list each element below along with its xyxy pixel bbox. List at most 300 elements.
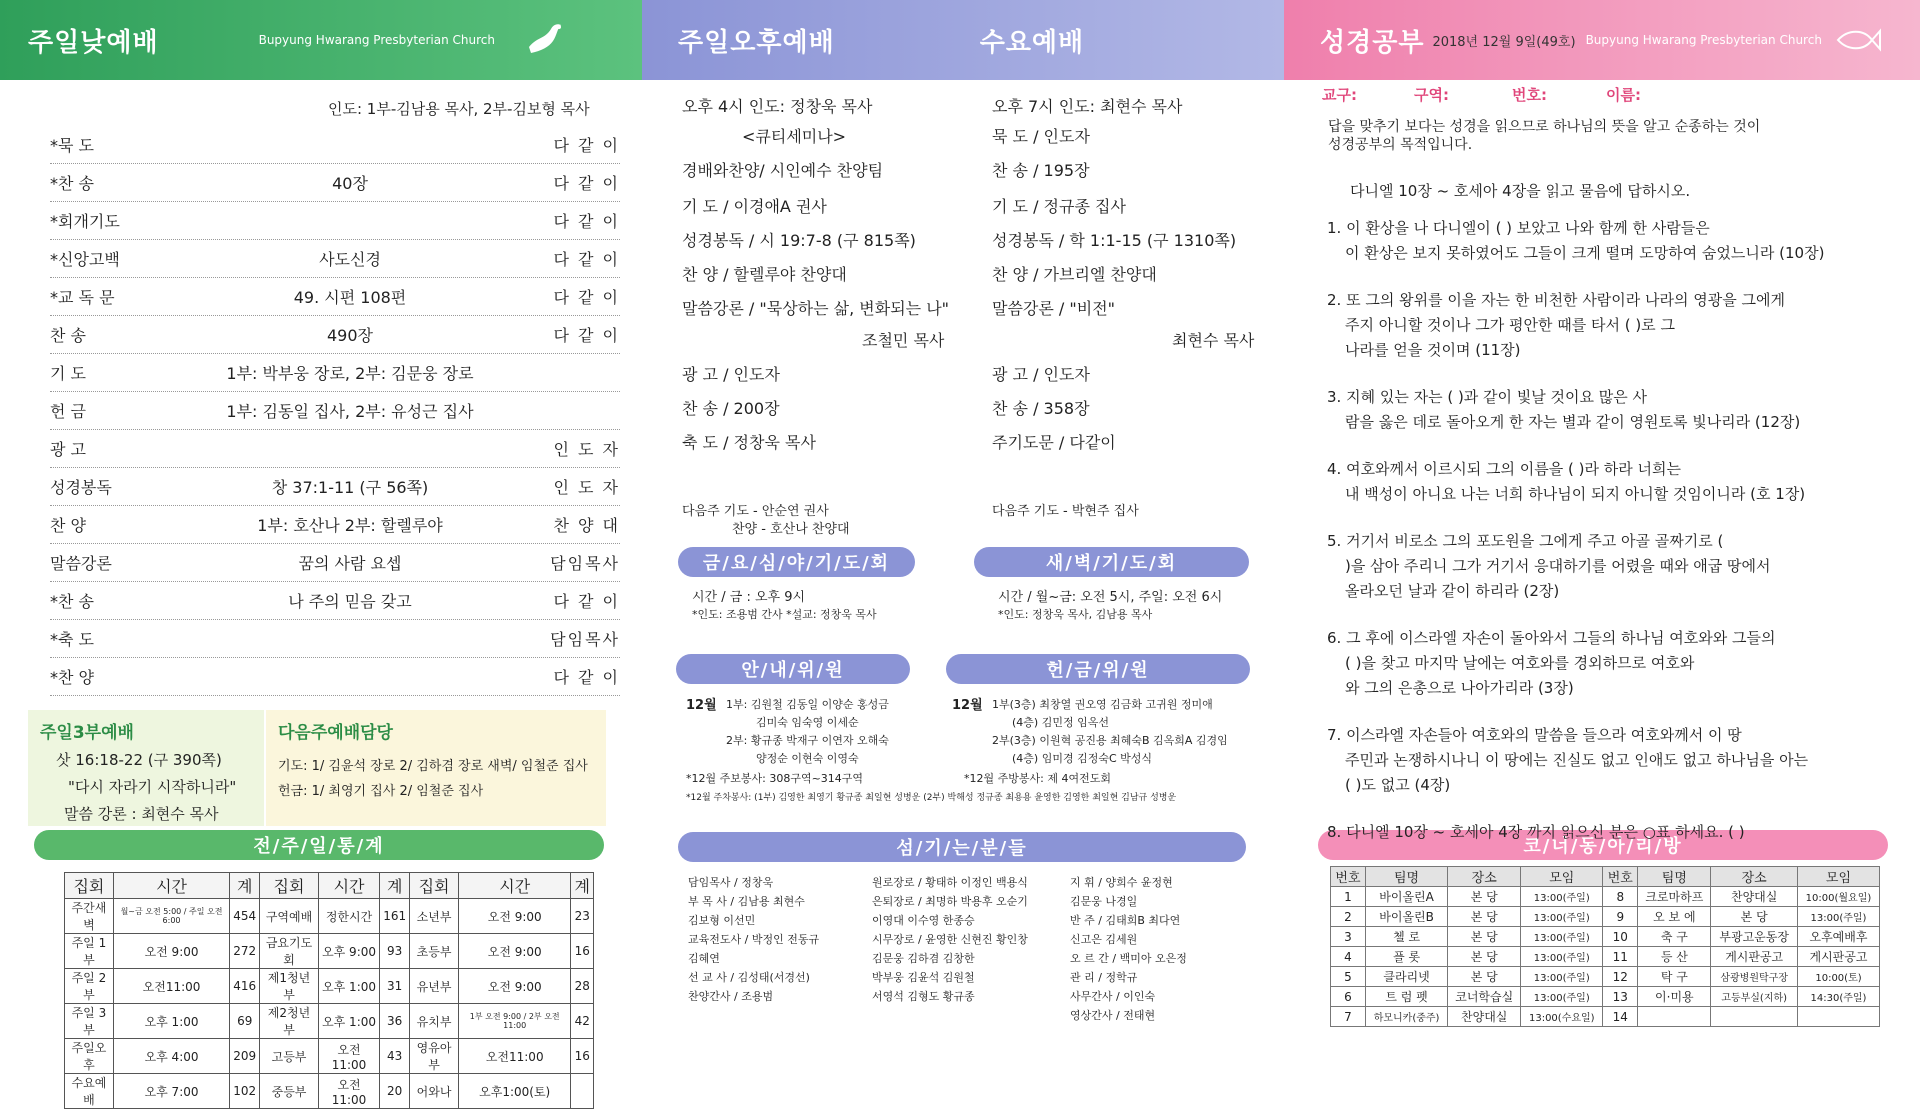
friday-prayer-leaders: *인도: 조용범 간사 *설교: 정창욱 목사: [692, 608, 877, 621]
order-item-name: *찬 송: [50, 174, 94, 193]
order-item-name: *찬 양: [50, 668, 94, 687]
club-cell: 오후예배후: [1797, 927, 1879, 947]
club-cell: 게시판공고: [1797, 947, 1879, 967]
club-row: [1331, 1007, 1880, 1027]
order-item-leader: 다 같 이: [553, 668, 620, 687]
club-cell: 9: [1603, 907, 1638, 927]
staff-line: 은퇴장로 / 최명하 박용후 오순기: [872, 895, 1028, 908]
club-header: 번호: [1603, 867, 1638, 887]
order-item-content: 490장: [327, 326, 373, 345]
afternoon-line: 성경봉독 / 시 19:7-8 (구 815쪽): [682, 231, 916, 250]
bulletin-date: 2018년 12월 9일(49호): [1432, 34, 1576, 50]
question: [1327, 529, 1897, 604]
fish-icon: [1836, 27, 1880, 53]
stats-row: [65, 1039, 594, 1074]
question-line: ( )을 찾고 마지막 날에는 여호와를 경외하므로 여호와: [1345, 654, 1695, 672]
club-cell: 본 당: [1448, 927, 1521, 947]
afternoon-line: 조철민 목사: [862, 331, 945, 350]
club-cell: 4: [1331, 947, 1366, 967]
usher-month: 12월: [686, 698, 717, 713]
order-row: [50, 544, 620, 582]
club-cell: 바이올린B: [1365, 907, 1447, 927]
staff-line: 김혜연: [688, 952, 720, 965]
usher-line-2: 김미숙 임숙영 이세순: [756, 716, 859, 729]
order-item-leader: 다 같 이: [553, 136, 620, 155]
order-item-leader: 인 도 자: [553, 440, 620, 459]
club-cell: 11: [1603, 947, 1638, 967]
order-item-name: *회개기도: [50, 212, 120, 231]
offering-line-2: (4층) 김민정 임옥선: [1012, 716, 1109, 729]
wednesday-line: 주기도문 / 다같이: [992, 433, 1116, 452]
order-item-name: *묵 도: [50, 136, 94, 155]
afternoon-title: 주일오후예배: [678, 27, 835, 58]
staff-line: 관 리 / 정학규: [1070, 971, 1138, 984]
club-row: [1331, 907, 1880, 927]
question-line: 8. 다니엘 10장 ~ 호세아 4장 까지 읽으신 분은 ○표 하세요. ( ): [1327, 823, 1745, 841]
stats-row: [65, 1074, 594, 1109]
order-row: [50, 202, 620, 240]
order-row: [50, 316, 620, 354]
question: [1327, 626, 1897, 701]
club-cell: 7: [1331, 1007, 1366, 1027]
stats-cell: 주일 3부: [65, 1004, 114, 1039]
afternoon-line: <큐티세미나>: [742, 127, 847, 146]
club-cell: 바이올린A: [1365, 887, 1447, 907]
order-row: [50, 582, 620, 620]
order-item-content: 1부: 김동일 집사, 2부: 유성근 집사: [226, 402, 474, 421]
wednesday-line: 광 고 / 인도자: [992, 365, 1090, 384]
order-item-name: *축 도: [50, 630, 94, 649]
stats-cell: 오전 9:00: [458, 969, 571, 1004]
staff-line: 사무간사 / 이인숙: [1070, 990, 1156, 1003]
afternoon-line: 경배와찬양/ 시인예수 찬양팀: [682, 161, 884, 180]
staff-line: 원로장로 / 황태하 이정인 백용식: [872, 876, 1028, 889]
question-line: 7. 이스라엘 자손들아 여호와의 말씀을 들으라 여호와께서 이 땅: [1327, 726, 1742, 744]
church-name-pink: Bupyung Hwarang Presbyterian Church: [1585, 33, 1822, 47]
stats-title: 전/주/일/통/계: [34, 830, 604, 860]
stats-cell: 오전11:00: [318, 1039, 379, 1074]
stats-cell: 유년부: [410, 969, 459, 1004]
stats-cell: 93: [380, 934, 410, 969]
order-row: [50, 354, 620, 392]
staff-line: 선 교 사 / 김성태(서경선): [688, 971, 810, 984]
stats-header: 계: [571, 873, 594, 899]
stats-cell: 구역예배: [260, 899, 319, 934]
third-service-sermon: "다시 자라기 시작하니라": [68, 778, 237, 796]
club-cell: 12: [1603, 967, 1638, 987]
club-cell: 10:00(토): [1797, 967, 1879, 987]
order-item-content: 1부: 호산나 2부: 할렐루야: [257, 516, 443, 535]
question-line: 이 환상은 보지 못하였어도 그들이 크게 떨며 도망하여 숨었느니라 (10장): [1345, 244, 1825, 262]
question-line: 올라오던 날과 같이 하리라 (2장): [1345, 582, 1560, 600]
wednesday-line: 찬 송 / 358장: [992, 399, 1090, 418]
stats-cell: 주일오후: [65, 1039, 114, 1074]
order-item-leader: 다 같 이: [553, 174, 620, 193]
club-header: 장소: [1448, 867, 1521, 887]
staff-line: 김문웅 김하겸 김창한: [872, 952, 975, 965]
wednesday-line: 찬 양 / 가브리엘 찬양대: [992, 265, 1157, 284]
dove-icon: [523, 17, 569, 63]
staff-line: 김문웅 나경일: [1070, 895, 1138, 908]
question: [1327, 385, 1897, 435]
stats-header: 시간: [458, 873, 571, 899]
wednesday-line: 기 도 / 정규종 집사: [992, 197, 1126, 216]
staff-line: 이영대 이수영 한종승: [872, 914, 975, 927]
club-cell: 13:00(주일): [1521, 887, 1603, 907]
stats-cell: 오후 4:00: [113, 1039, 229, 1074]
stats-header: 시간: [113, 873, 229, 899]
club-cell: 오 보 에: [1638, 907, 1711, 927]
stats-header: 계: [380, 873, 410, 899]
order-item-name: 헌 금: [50, 402, 86, 421]
stats-cell: 454: [230, 899, 260, 934]
label-name: 이름:: [1606, 86, 1641, 104]
usher-line-3: 2부: 황규종 박재구 이연자 오해숙: [726, 734, 889, 747]
bible-study-header: [1284, 0, 1920, 80]
next-praise-afternoon: 찬양 - 호산나 찬양대: [732, 522, 850, 537]
afternoon-line: 광 고 / 인도자: [682, 365, 780, 384]
club-row: [1331, 967, 1880, 987]
order-item-name: *교 독 문: [50, 288, 115, 307]
club-cell: 본 당: [1448, 887, 1521, 907]
study-intro-2: 성경공부의 목적입니다.: [1328, 137, 1473, 153]
staff-line: 담임목사 / 정창욱: [688, 876, 774, 889]
club-cell: 삼광병원탁구장: [1711, 967, 1798, 987]
club-cell: 본 당: [1448, 947, 1521, 967]
order-item-leader: 다 같 이: [553, 250, 620, 269]
order-item-name: 찬 양: [50, 516, 86, 535]
club-header: 팀명: [1365, 867, 1447, 887]
stats-cell: 오전11:00: [113, 969, 229, 1004]
wednesday-line: 오후 7시 인도: 최현수 목사: [992, 97, 1183, 116]
order-row: [50, 620, 620, 658]
club-cell: 14:30(주일): [1797, 987, 1879, 1007]
dawn-prayer-title: 새/벽/기/도/회: [974, 547, 1249, 577]
club-cell: 본 당: [1711, 907, 1798, 927]
staff-line: 찬양간사 / 조용범: [688, 990, 774, 1003]
question: [1327, 288, 1897, 363]
label-zone: 구역:: [1414, 86, 1449, 104]
club-header: 모임: [1521, 867, 1603, 887]
stats-header: 집회: [65, 873, 114, 899]
club-header: 팀명: [1638, 867, 1711, 887]
staff-line: 신고은 김세원: [1070, 933, 1138, 946]
wednesday-line: 최현수 목사: [1172, 331, 1255, 350]
stats-cell: 월~금 오전 5:00 / 주일 오전 6:00: [113, 899, 229, 934]
afternoon-line: 찬 송 / 200장: [682, 399, 780, 418]
staff-title: 섬/기/는/분/들: [678, 832, 1246, 862]
order-item-content: 나 주의 믿음 갖고: [288, 592, 412, 611]
stats-row: [65, 899, 594, 934]
stats-cell: [571, 1074, 594, 1109]
wednesday-line: 말씀강론 / "비전": [992, 299, 1116, 318]
order-item-name: *찬 송: [50, 592, 94, 611]
stats-cell: 오전11:00: [318, 1074, 379, 1109]
club-row: [1331, 927, 1880, 947]
club-header: 번호: [1331, 867, 1366, 887]
order-item-content: 40장: [332, 174, 368, 193]
next-week-box: [266, 710, 606, 826]
question-line: )을 삼아 주리니 그가 거기서 응대하기를 어렸을 때와 애굽 땅에서: [1345, 557, 1771, 575]
parking-service: *12월 주차봉사: (1부) 김영한 최영기 황규종 최일현 성병운 (2부) 박해성 정규종 최용용 윤영한 김영한 최일현 김남규 성병운: [686, 793, 1177, 803]
afternoon-line: 오후 4시 인도: 정창욱 목사: [682, 97, 873, 116]
question: [1327, 457, 1897, 507]
club-cell: 13:00(주일): [1521, 907, 1603, 927]
order-item-content: 꿈의 사람 요셉: [298, 554, 402, 573]
staff-line: 영상간사 / 전태현: [1070, 1009, 1156, 1022]
order-item-name: *신앙고백: [50, 250, 120, 269]
question-line: 내 백성이 아니요 나는 너희 하나님이 되지 아니할 것임이니라 (호 1장): [1345, 485, 1806, 503]
order-item-leader: 담임목사: [550, 554, 620, 573]
club-cell: 8: [1603, 887, 1638, 907]
next-week-title: 다음주예배담당: [278, 723, 393, 743]
stats-cell: 정한시간: [318, 899, 379, 934]
club-cell: 13:00(주일): [1521, 987, 1603, 1007]
next-prayer-wednesday: 다음주 기도 - 박현주 집사: [992, 504, 1139, 519]
club-cell: 찬양대실: [1711, 887, 1798, 907]
order-row: [50, 278, 620, 316]
staff-line: 김보형 이선민: [688, 914, 756, 927]
club-cell: 2: [1331, 907, 1366, 927]
stats-cell: 제2청년부: [260, 1004, 319, 1039]
bible-study-title: 성경공부: [1320, 27, 1425, 58]
club-row: [1331, 947, 1880, 967]
next-week-offering: 헌금: 1/ 최영기 집사 2/ 임철준 집사: [278, 784, 484, 799]
club-cell: 10: [1603, 927, 1638, 947]
club-cell: [1711, 1007, 1798, 1027]
club-cell: 게시판공고: [1711, 947, 1798, 967]
stats-row: [65, 934, 594, 969]
bulletin-service: *12월 주보봉사: 308구역~314구역: [686, 772, 864, 785]
order-row: [50, 658, 620, 696]
stats-cell: 오후 1:00: [113, 1004, 229, 1039]
club-cell: 크로마하프: [1638, 887, 1711, 907]
stats-cell: 소년부: [410, 899, 459, 934]
wednesday-title: 수요예배: [979, 27, 1085, 58]
staff-line: 서영석 김형도 황규종: [872, 990, 975, 1003]
stats-cell: 오후 1:00: [318, 1004, 379, 1039]
question-line: 4. 여호와께서 이르시되 그의 이름을 ( )라 하라 너희는: [1327, 460, 1681, 478]
stats-cell: 28: [571, 969, 594, 1004]
staff-line: 시무장로 / 윤영한 신현진 황인창: [872, 933, 1028, 946]
club-cell: 클라리넷: [1365, 967, 1447, 987]
order-item-content: 창 37:1-11 (구 56쪽): [271, 478, 429, 497]
club-cell: 트 럼 펫: [1365, 987, 1447, 1007]
club-cell: 찬양대실: [1448, 1007, 1521, 1027]
order-row: [50, 468, 620, 506]
club-header: 모임: [1797, 867, 1879, 887]
club-cell: 14: [1603, 1007, 1638, 1027]
order-item-name: 성경봉독: [50, 478, 112, 497]
question-line: 주지 아니할 것이나 그가 평안한 때를 타서 ( )로 그: [1345, 316, 1675, 334]
stats-cell: 오전 9:00: [458, 899, 571, 934]
club-cell: [1797, 1007, 1879, 1027]
stats-row: [65, 969, 594, 1004]
question-line: 1. 이 환상을 나 다니엘이 ( ) 보았고 나와 함께 한 사람들은: [1327, 219, 1710, 237]
stats-cell: 제1청년부: [260, 969, 319, 1004]
offering-line-4: (4층) 임미경 김정숙C 박성식: [1012, 752, 1153, 765]
stats-cell: 23: [571, 899, 594, 934]
stats-cell: 416: [230, 969, 260, 1004]
order-row: [50, 240, 620, 278]
stats-header: 계: [230, 873, 260, 899]
dawn-prayer-time: 시간 / 월~금: 오전 5시, 주일: 오전 6시: [998, 590, 1223, 605]
question-line: 5. 거기서 비로소 그의 포도원을 그에게 주고 아골 골짜기로 (: [1327, 532, 1724, 550]
usher-committee-title: 안/내/위/원: [676, 654, 910, 684]
third-service-box: [28, 710, 264, 826]
order-item-name: 말씀강론: [50, 554, 112, 573]
order-item-leader: 다 같 이: [553, 212, 620, 231]
club-cell: 13: [1603, 987, 1638, 1007]
club-cell: 첼 로: [1365, 927, 1447, 947]
afternoon-line: 찬 양 / 할렐루야 찬양대: [682, 265, 847, 284]
offering-line-3: 2부(3층) 이원혁 공진용 최혜숙B 김옥희A 김경임: [992, 734, 1228, 747]
afternoon-line: 말씀강론 / "묵상하는 삶, 변화되는 나": [682, 299, 950, 318]
usher-line-1: 1부: 김원철 김동일 이양순 홍성금: [726, 698, 889, 711]
stats-cell: 16: [571, 1039, 594, 1074]
question-line: 3. 지혜 있는 자는 ( )과 같이 빛날 것이요 많은 사: [1327, 388, 1648, 406]
stats-cell: 오전 9:00: [458, 934, 571, 969]
order-row: [50, 164, 620, 202]
order-row: [50, 506, 620, 544]
church-name: Bupyung Hwarang Presbyterian Church: [258, 33, 495, 47]
stats-header: 집회: [260, 873, 319, 899]
stats-cell: 1부 오전 9:00 / 2부 오전 11:00: [458, 1004, 571, 1039]
stats-header: 시간: [318, 873, 379, 899]
order-item-leader: 다 같 이: [553, 326, 620, 345]
club-cell: 6: [1331, 987, 1366, 1007]
next-prayer-afternoon: 다음주 기도 - 안순연 권사: [682, 504, 829, 519]
club-cell: 탁 구: [1638, 967, 1711, 987]
offering-line-1: 1부(3층) 최창열 권오영 김금화 고귀원 정미애: [992, 698, 1213, 711]
question-line: 나라를 얻을 것이며 (11장): [1345, 341, 1521, 359]
club-cell: 13:00(주일): [1797, 907, 1879, 927]
stats-cell: 금요기도회: [260, 934, 319, 969]
stats-cell: 42: [571, 1004, 594, 1039]
stats-cell: 오후1:00(토): [458, 1074, 571, 1109]
offering-committee-title: 헌/금/위/원: [946, 654, 1250, 684]
stats-cell: 오후 7:00: [113, 1074, 229, 1109]
club-cell: 코너학습실: [1448, 987, 1521, 1007]
afternoon-wednesday-column: [642, 0, 1284, 1061]
next-week-prayer: 기도: 1/ 김윤석 장로 2/ 김하겸 장로 새벽/ 임철준 집사: [278, 759, 588, 774]
stats-header: 집회: [410, 873, 459, 899]
stats-cell: 20: [380, 1074, 410, 1109]
column2-header: [642, 0, 1284, 80]
sunday-service-column: [0, 0, 642, 1107]
offering-month: 12월: [952, 698, 983, 713]
order-item-leader: 찬 양 대: [553, 516, 620, 535]
order-row: [50, 126, 620, 164]
study-instruction: 다니엘 10장 ~ 호세아 4장을 읽고 물음에 답하시오.: [1350, 182, 1691, 200]
club-cell: 하모니카(중주): [1365, 1007, 1447, 1027]
sunday-header: [0, 0, 642, 80]
third-service-text: 삿 16:18-22 (구 390쪽): [56, 751, 222, 769]
study-intro-1: 답을 맞추기 보다는 성경을 읽으므로 하나님의 뜻을 알고 순종하는 것이: [1328, 119, 1761, 135]
stats-cell: 272: [230, 934, 260, 969]
club-cell: 플 롯: [1365, 947, 1447, 967]
question-line: ( )도 없고 (4장): [1345, 776, 1451, 794]
club-title: 코/너/동/아/리/방: [1318, 830, 1888, 860]
staff-line: 박부웅 김윤석 김원철: [872, 971, 975, 984]
order-row: [50, 392, 620, 430]
question-line: 람을 옳은 데로 돌아오게 한 자는 별과 같이 영원토록 빛나리라 (12장): [1345, 413, 1801, 431]
label-district: 교구:: [1322, 86, 1357, 104]
stats-cell: 초등부: [410, 934, 459, 969]
stats-row: [65, 1004, 594, 1039]
stats-cell: 오전11:00: [458, 1039, 571, 1074]
club-cell: 5: [1331, 967, 1366, 987]
question-line: 주민과 논쟁하시나니 이 땅에는 진실도 없고 인애도 없고 하나님을 아는: [1345, 751, 1809, 769]
stats-cell: 오전 9:00: [113, 934, 229, 969]
staff-line: 오 르 간 / 백미아 오은정: [1070, 952, 1187, 965]
club-cell: 13:00(주일): [1521, 967, 1603, 987]
club-cell: 3: [1331, 927, 1366, 947]
club-header: 장소: [1711, 867, 1798, 887]
club-cell: 13:00(주일): [1521, 927, 1603, 947]
club-row: [1331, 887, 1880, 907]
order-item-name: 찬 송: [50, 326, 86, 345]
question-line: 6. 그 후에 이스라엘 자손이 돌아와서 그들의 하나님 여호와와 그들의: [1327, 629, 1776, 647]
stats-cell: 43: [380, 1039, 410, 1074]
club-cell: 등 산: [1638, 947, 1711, 967]
label-number: 번호:: [1512, 86, 1547, 104]
club-cell: 본 당: [1448, 907, 1521, 927]
stats-cell: 209: [230, 1039, 260, 1074]
stats-cell: 오후 1:00: [318, 969, 379, 1004]
club-cell: [1638, 1007, 1711, 1027]
stats-cell: 31: [380, 969, 410, 1004]
stats-cell: 수요예배: [65, 1074, 114, 1109]
club-cell: 고등부실(지하): [1711, 987, 1798, 1007]
attendance-table: [64, 872, 594, 1109]
stats-cell: 102: [230, 1074, 260, 1109]
club-cell: 10:00(월요일): [1797, 887, 1879, 907]
question: [1327, 723, 1897, 798]
order-row: [50, 430, 620, 468]
stats-cell: 36: [380, 1004, 410, 1039]
order-item-name: 기 도: [50, 364, 86, 383]
third-service-preacher: 말씀 강론 : 최현수 목사: [64, 805, 219, 823]
wednesday-line: 묵 도 / 인도자: [992, 127, 1090, 146]
order-item-content: 사도신경: [319, 250, 381, 269]
question: [1327, 820, 1897, 845]
club-table: [1330, 866, 1880, 1027]
sunday-title: 주일낮예배: [28, 27, 159, 58]
staff-line: 반 주 / 김태희B 최다연: [1070, 914, 1181, 927]
stats-cell: 유치부: [410, 1004, 459, 1039]
afternoon-line: 기 도 / 이경애A 권사: [682, 197, 827, 216]
question: [1327, 216, 1897, 266]
order-item-leader: 담임목사: [550, 630, 620, 649]
wednesday-line: 찬 송 / 195장: [992, 161, 1090, 180]
stats-cell: 161: [380, 899, 410, 934]
stats-cell: 고등부: [260, 1039, 319, 1074]
question-line: 와 그의 은총으로 나아가리라 (3장): [1345, 679, 1574, 697]
stats-cell: 주간새벽: [65, 899, 114, 934]
stats-cell: 영유아부: [410, 1039, 459, 1074]
usher-line-4: 양정순 이현숙 이영숙: [756, 752, 859, 765]
order-item-name: 광 고: [50, 440, 86, 459]
club-cell: 13:00(주일): [1521, 947, 1603, 967]
staff-line: 지 휘 / 양희수 윤정현: [1070, 876, 1173, 889]
club-cell: 본 당: [1448, 967, 1521, 987]
staff-line: 부 목 사 / 김남용 최현수: [688, 895, 805, 908]
wednesday-line: 성경봉독 / 학 1:1-15 (구 1310쪽): [992, 231, 1237, 250]
stats-cell: 69: [230, 1004, 260, 1039]
order-item-leader: 인 도 자: [553, 478, 620, 497]
order-item-content: 1부: 박부웅 장로, 2부: 김문웅 장로: [226, 364, 474, 383]
